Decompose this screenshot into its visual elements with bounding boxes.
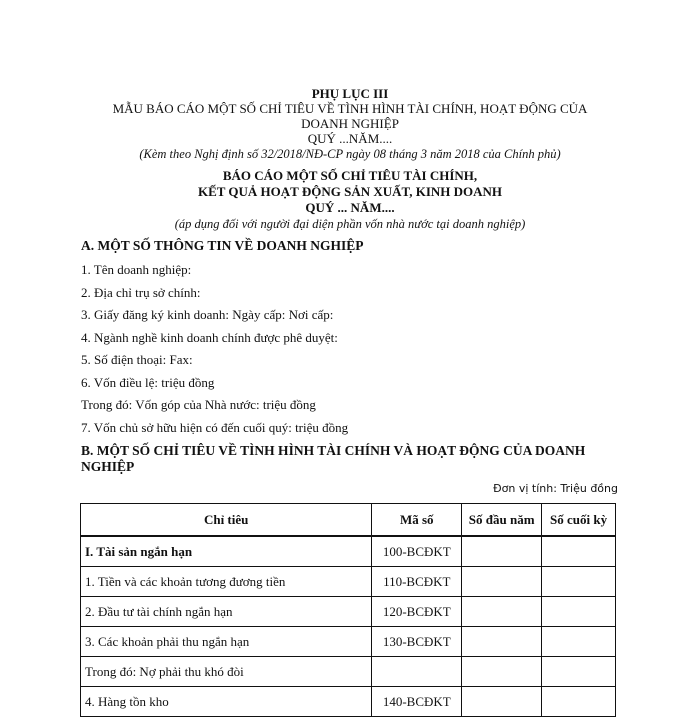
info-item: 2. Địa chỉ trụ sở chính: <box>81 285 201 300</box>
appendix-title: PHỤ LỤC III <box>311 86 389 101</box>
form-title-line2: DOANH NGHIỆP <box>301 116 399 131</box>
row-beginning-value <box>462 657 542 687</box>
row-label: 2. Đầu tư tài chính ngắn hạn <box>81 597 372 627</box>
table-row <box>81 687 616 717</box>
column-header-beginning: Số đầu năm <box>462 504 542 537</box>
row-code: 100-BCĐKT <box>372 536 462 567</box>
report-scope: (áp dụng đối với người đại diện phần vốn nhà nước tại doanh nghiệp) <box>174 217 526 231</box>
info-item: 4. Ngành nghề kinh doanh chính được phê duyệt: <box>81 330 338 345</box>
table-row <box>81 627 616 657</box>
column-header-ending: Số cuối kỳ <box>542 504 616 537</box>
financial-indicators-table <box>80 503 616 717</box>
row-beginning-value <box>462 597 542 627</box>
report-title-line1: BÁO CÁO MỘT SỐ CHỈ TIÊU TÀI CHÍNH, <box>222 168 478 183</box>
table-row <box>81 597 616 627</box>
row-code: 110-BCĐKT <box>372 567 462 597</box>
info-item: 6. Vốn điều lệ: triệu đồng <box>81 375 215 390</box>
section-b-title: B. MỘT SỐ CHỈ TIÊU VỀ TÌNH HÌNH TÀI CHÍNH VÀ HOẠT ĐỘNG CỦA DOANH NGHIỆP <box>81 443 586 474</box>
table-row <box>81 536 616 567</box>
info-item: 1. Tên doanh nghiệp: <box>81 262 192 277</box>
column-header-code: Mã số <box>372 504 462 537</box>
row-label: I. Tài sản ngắn hạn <box>81 536 372 567</box>
row-label: 1. Tiền và các khoản tương đương tiền <box>81 567 372 597</box>
row-ending-value <box>542 627 616 657</box>
report-title-line2: KẾT QUẢ HOẠT ĐỘNG SẢN XUẤT, KINH DOANH <box>197 184 503 199</box>
row-beginning-value <box>462 567 542 597</box>
row-label: 4. Hàng tồn kho <box>81 687 372 717</box>
row-code: 130-BCĐKT <box>372 627 462 657</box>
row-ending-value <box>542 657 616 687</box>
info-item: Trong đó: Vốn góp của Nhà nước: triệu đồng <box>81 397 316 412</box>
table-header-row <box>81 504 616 537</box>
row-ending-value <box>542 597 616 627</box>
row-code: 140-BCĐKT <box>372 687 462 717</box>
row-ending-value <box>542 536 616 567</box>
row-beginning-value <box>462 687 542 717</box>
row-code: 120-BCĐKT <box>372 597 462 627</box>
row-beginning-value <box>462 536 542 567</box>
table-row <box>81 567 616 597</box>
column-header-indicator: Chỉ tiêu <box>81 504 372 537</box>
row-code <box>372 657 462 687</box>
decree-reference: (Kèm theo Nghị định số 32/2018/NĐ-CP ngày 08 tháng 3 năm 2018 của Chính phủ) <box>139 147 561 161</box>
quarter-line: QUÝ ...NĂM.... <box>307 131 393 146</box>
row-ending-value <box>542 687 616 717</box>
form-title-line1: MẪU BÁO CÁO MỘT SỐ CHỈ TIÊU VỀ TÌNH HÌNH TÀI CHÍNH, HOẠT ĐỘNG CỦA <box>112 101 588 116</box>
report-title-line3: QUÝ ... NĂM.... <box>305 200 395 215</box>
section-a-title: A. MỘT SỐ THÔNG TIN VỀ DOANH NGHIỆP <box>81 238 364 253</box>
row-ending-value <box>542 567 616 597</box>
row-label: Trong đó: Nợ phải thu khó đòi <box>81 657 372 687</box>
row-label: 3. Các khoản phải thu ngắn hạn <box>81 627 372 657</box>
row-beginning-value <box>462 627 542 657</box>
table-row <box>81 657 616 687</box>
info-item: 3. Giấy đăng ký kinh doanh: Ngày cấp: Nơi cấp: <box>81 307 334 322</box>
info-item: 5. Số điện thoại: Fax: <box>81 352 193 367</box>
unit-label: Đơn vị tính: Triệu đồng <box>493 482 618 495</box>
info-item: 7. Vốn chủ sở hữu hiện có đến cuối quý: triệu đồng <box>81 420 349 435</box>
